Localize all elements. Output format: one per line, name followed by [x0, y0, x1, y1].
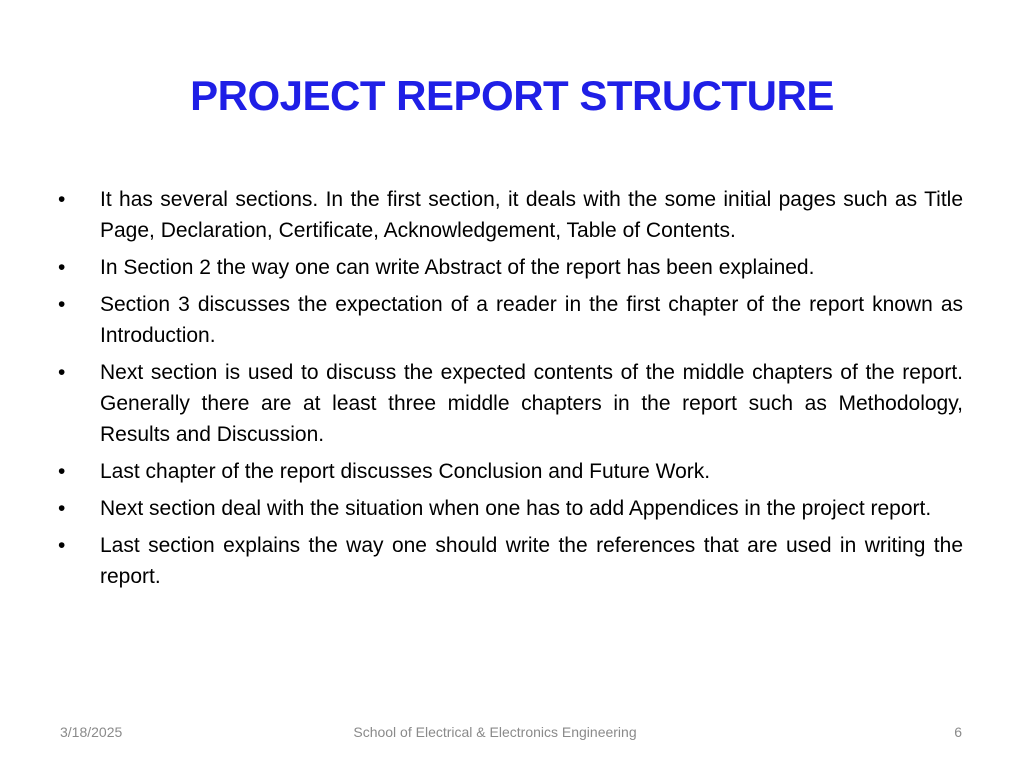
bullet-item [58, 289, 963, 351]
bullet-item [58, 357, 963, 450]
bullet-text: Next section deal with the situation when one has to add Appendices in the project report. [100, 497, 932, 520]
bullet-text: Last section explains the way one should write the references that are used in writing the report. [100, 534, 963, 588]
bullet-symbol: • [58, 293, 66, 316]
bullet-list [58, 184, 963, 598]
bullet-symbol: • [58, 534, 66, 557]
bullet-symbol: • [58, 497, 66, 520]
bullet-item [58, 493, 963, 524]
bullet-text: Next section is used to discuss the expected contents of the middle chapters of the report. Generally there are at least three middle chapters in the report such as Methodology, Results and Discussion. [100, 361, 963, 446]
bullet-symbol: • [58, 188, 66, 211]
bullet-symbol: • [58, 460, 66, 483]
slide-title: PROJECT REPORT STRUCTURE [190, 72, 834, 119]
footer-organization: School of Electrical & Electronics Engineering [353, 724, 637, 740]
bullet-item [58, 530, 963, 592]
footer-page-number: 6 [954, 724, 962, 740]
bullet-symbol: • [58, 361, 66, 384]
bullet-text: In Section 2 the way one can write Abstract of the report has been explained. [100, 256, 815, 279]
bullet-item [58, 456, 963, 487]
bullet-item [58, 184, 963, 246]
bullet-symbol: • [58, 256, 66, 279]
bullet-text: Last chapter of the report discusses Conclusion and Future Work. [100, 460, 711, 483]
footer-date: 3/18/2025 [60, 724, 123, 740]
bullet-item [58, 252, 963, 283]
bullet-text: It has several sections. In the first section, it deals with the some initial pages such as Title Page, Declaration, Certificate, Acknowledgement, Table of Contents. [100, 188, 963, 242]
bullet-text: Section 3 discusses the expectation of a reader in the first chapter of the report known as Introduction. [100, 293, 963, 347]
